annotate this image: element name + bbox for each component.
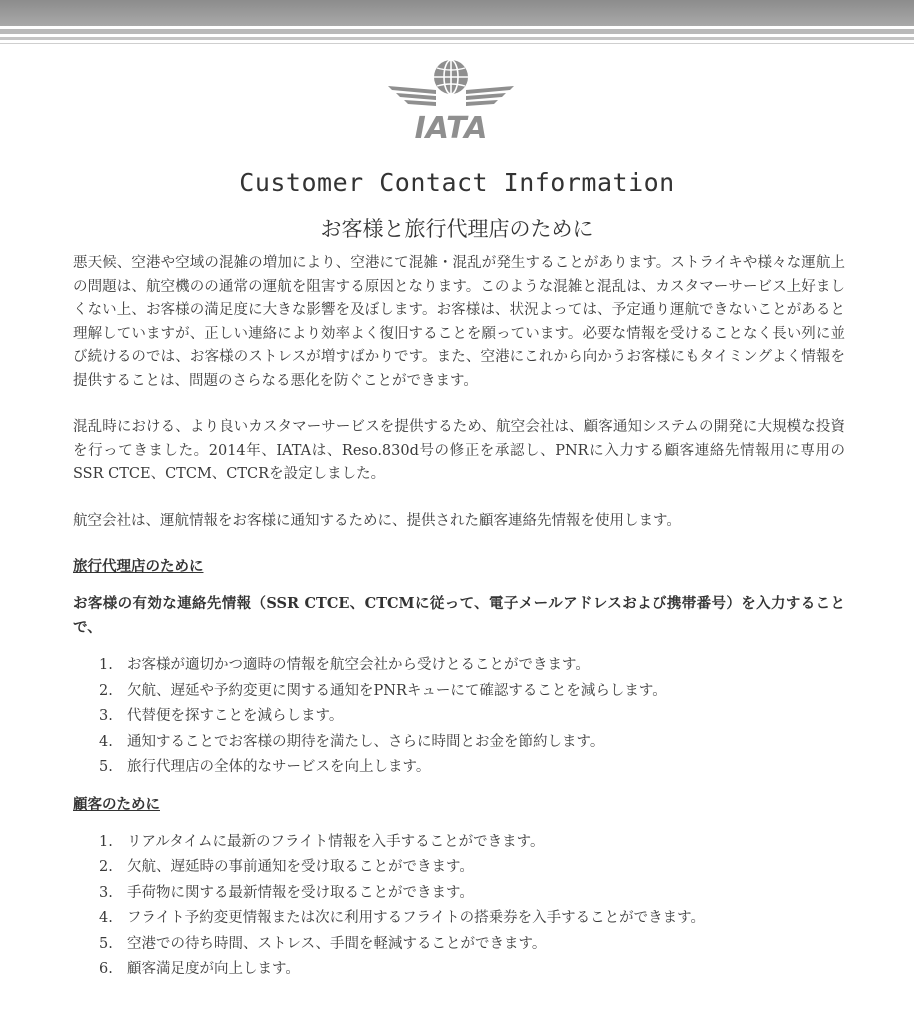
page-title: Customer Contact Information (239, 168, 675, 197)
list-item (99, 730, 845, 756)
list-text: 手荷物に関する最新情報を受け取ることができます。 (127, 884, 474, 901)
paragraph: 混乱時における、より良いカスタマーサービスを提供するため、航空会社は、顧客通知システムの開発に大規模な投資を行ってきました。2014年、IATAは、Reso.830d号の修正を承認し、PNRに入力する顧客連絡先情報用に専用のSSR CTCE、CTCM、CTCRを設定しました。 (73, 419, 845, 482)
list-text: 欠航、遅延時の事前通知を受け取ることができます。 (127, 859, 474, 875)
list-item (99, 830, 845, 856)
section-heading-customers: 顧客のために (73, 795, 160, 813)
header-band (0, 0, 914, 50)
header-band-dark (0, 0, 914, 26)
header-band-line (0, 29, 914, 34)
list-number: 4. (99, 910, 113, 926)
section-heading-agents: 旅行代理店のために (73, 558, 204, 575)
list-number: 1. (99, 833, 113, 850)
paragraph: 航空会社は、運航情報をお客様に通知するために、提供された顧客連絡先情報を使用します。 (73, 512, 681, 529)
header-band-line (0, 37, 914, 40)
globe-icon (434, 60, 468, 94)
list-item (99, 957, 845, 983)
list-text: リアルタイムに最新のフライト情報を入手することができます。 (127, 833, 545, 850)
list-item (99, 679, 845, 705)
list-number: 5. (99, 935, 113, 952)
list-item (99, 932, 845, 958)
paragraph: 悪天候、空港や空域の混雑の増加により、空港にて混雑・混乱が発生することがあります。ストライキや様々な運航上の問題は、航空機のの通常の運航を阻害する原因となります。このような混雑と混乱は、カスタマーサービス上好ましくない上、お客様の満足度に大きな影響を及ぼします。お客様は、状況よっては、予定通り運航できないことがあると理解していますが、正しい連絡により効率よく復旧することを願っています。必要な情報を受けることなく長い列に並び続けるのでは、お客様のストレスが増すばかりです。また、空港にこれから向かうお客様にもタイミングよく情報を提供することは、問題のさらなる悪化を防ぐことができます。 (73, 255, 845, 389)
list-text: 代替便を探すことを減らします。 (127, 708, 344, 724)
list-text: 旅行代理店の全体的なサービスを向上します。 (127, 759, 431, 775)
list-number: 1. (99, 657, 113, 673)
list-text: フライト予約変更情報または次に利用するフライトの搭乗券を入手することができます。 (127, 910, 705, 926)
list-item (99, 704, 845, 730)
list-item (99, 881, 845, 907)
list-number: 2. (99, 859, 113, 875)
customers-benefit-list (73, 830, 845, 983)
list-item (99, 755, 845, 781)
logo-text: IATA (414, 111, 488, 142)
list-number: 2. (99, 682, 113, 699)
list-number: 3. (99, 708, 113, 724)
document-body (73, 252, 845, 983)
list-number: 3. (99, 884, 113, 901)
list-number: 4. (99, 733, 113, 750)
list-text: 顧客満足度が向上します。 (127, 961, 300, 977)
iata-logo (386, 58, 516, 142)
list-item (99, 906, 845, 932)
list-text: 空港での待ち時間、ストレス、手間を軽減することができます。 (127, 935, 547, 952)
list-text: 通知することでお客様の期待を満たし、さらに時間とお金を節約します。 (127, 733, 605, 750)
agents-benefit-list (73, 653, 845, 781)
list-text: 欠航、遅延や予約変更に関する通知をPNRキューにて確認することを減らします。 (127, 682, 667, 699)
section-intro-agents: お客様の有効な連絡先情報（SSR CTCE、CTCMに従って、電子メールアドレスおよび携帯番号）を入力することで、 (73, 595, 845, 636)
list-number: 5. (99, 759, 113, 775)
list-text: お客様が適切かつ適時の情報を航空会社から受けとることができます。 (127, 657, 590, 673)
page-subtitle: お客様と旅行代理店のために (320, 217, 594, 241)
header-band-line (0, 43, 914, 44)
list-number: 6. (99, 961, 113, 977)
list-item (99, 653, 845, 679)
list-item (99, 855, 845, 881)
